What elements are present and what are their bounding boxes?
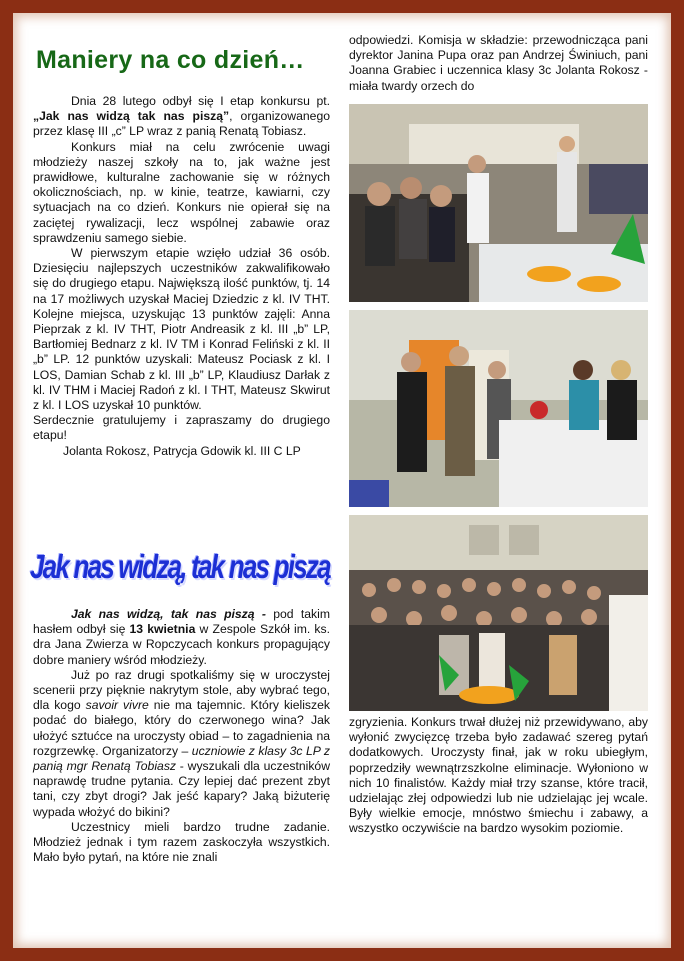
article2-paragraph-3: Uczestnicy mieli bardzo trudne zadanie. Młodzież jednak i tym razem zaskoczyła wszystkich. Mało było pytań, na które nie znali	[33, 819, 330, 865]
article2-body-left	[33, 607, 330, 865]
article1-p1-quote: „Jak nas widzą tak nas piszą”	[33, 109, 230, 124]
article1-signature: Jolanta Rokosz, Patrycja Gdowik kl. III C LP	[63, 443, 301, 458]
article2-p2-savoir: savoir vivre	[85, 698, 149, 713]
article1-title: Maniery na co dzień…	[36, 46, 305, 74]
article1-paragraph-4: Serdecznie gratulujemy i zapraszamy do drugiego etapu!	[33, 413, 330, 443]
article2-p1-text: pod takim hasłem odbył się	[33, 607, 330, 637]
article2-p1-lead: Jak nas widzą, tak nas piszą -	[71, 607, 266, 621]
article2-paragraph-1	[33, 607, 330, 668]
article2-body-right-top: odpowiedzi. Komisja w składzie: przewodnicząca pani dyrektor Janina Pupa oraz pan Andrzej Świniuch, pani Joanna Grabiec i uczennica klasy 3c Jolanta Rokosz - miała twardy orzech do	[349, 33, 648, 93]
article1-p1-rest: , organizowanego przez klasę III „c” LP wraz z panią Renatą Tobiasz.	[33, 109, 330, 139]
article2-p1-rest: w Zespole Szkół im. ks. dra Jana Zwierza w Ropczycach konkurs propagujący dobre maniery wśród młodzieży.	[33, 622, 330, 667]
photo-award-handshake	[349, 310, 648, 507]
article1-paragraph-3: W pierwszym etapie wzięło udział 36 osób. Dziesięciu najlepszych uczestników zakwalifikowało się do drugiego etapu. Największą ilość punktów, tj. 14 na 17 możliwych uzyskał Maciej Dziedzic z kl. IV THT. Kolejne miejsca, uzyskując 13 punktów zajęli: Anna Pieprzak z kl. IV THT, Piotr Andreasik z kl. III „b” LP, Bartłomiej Bednarz z kl. IV TM i Konrad Feliński z kl. II „b” LP. 12 punktów uzyskali: Mateusz Pociask z kl. I LOS, Damian Schab z kl. III „b” LP, Klaudiusz Darłak z kl. IV THM i Maciej Radoń z kl. I THT, Mateusz Skwirut z kl. I LOS uzyskał 10 punktów.	[33, 246, 330, 413]
article1-paragraph-2: Konkurs miał na celu zwrócenie uwagi młodzieży naszej szkoły na to, jak ważne jest prawidłowe, kulturalne zachowanie się w różnych okolicznościach, np. w kinie, teatrze, kawiarni, czy sytuacjach na co dzień. Konkurs nie opierał się na zaciętej rywalizacji, lecz wspólnej zabawie oraz sprawdzeniu samego siebie.	[33, 139, 330, 245]
article1-body	[33, 94, 330, 459]
article1-paragraph-1	[33, 94, 330, 140]
article2-paragraph-2	[33, 668, 330, 820]
article2-p1-date: 13 kwietnia	[129, 622, 196, 637]
article2-p2-mid: nie ma tajemnic. Który kieliszek podać do białego, który do czerwonego wina? Jak ułożyć sztućce na uroczysty obiad – to zagadnienia na rozgrzewkę. Organizatorzy –	[33, 698, 330, 758]
article2-p2-rest: - wyszukali dla uczestników naprawdę trudne pytania. Czy lepiej dać prezent zbyt tani, czy zbyt drogi? Jak jeść kapary? Jaką biżuterię wypada włożyć do bikini?	[33, 759, 330, 819]
article2-p2-text: Już po raz drugi spotkaliśmy się w uroczystej scenerii przy pięknie nakrytym stole, aby wybrać tego, dla kogo	[33, 667, 330, 713]
article2-title: Jak nas widzą, tak nas piszą	[30, 548, 330, 585]
article1-p1-text: Dnia 28 lutego odbył się I etap konkursu pt.	[71, 94, 330, 108]
article2-body-right-bottom: zgryzienia. Konkurs trwał dłużej niż przewidywano, aby wyłonić zwycięzcę trzeba było zadawać szereg pytań dodatkowych. Uroczysty finał, jak w roku ubiegłym, poprzedziły wewnątrzszkolne eliminacje. Wyłoniono w nich 10 finalistów. Każdy miał trzy szanse, które tracił, udzielając złej odpowiedzi lub nie udzielając jej wcale. Były wielkie emocje, mnóstwo śmiechu i zabawy, a wszystko oczywiście na bardzo wysokim poziomie.	[349, 715, 648, 836]
photo-jury-table	[349, 104, 648, 302]
photo-audience	[349, 515, 648, 711]
article2-p2-organizers: uczniowie z klasy 3c LP z panią mgr Renatą Tobiasz	[33, 743, 331, 774]
